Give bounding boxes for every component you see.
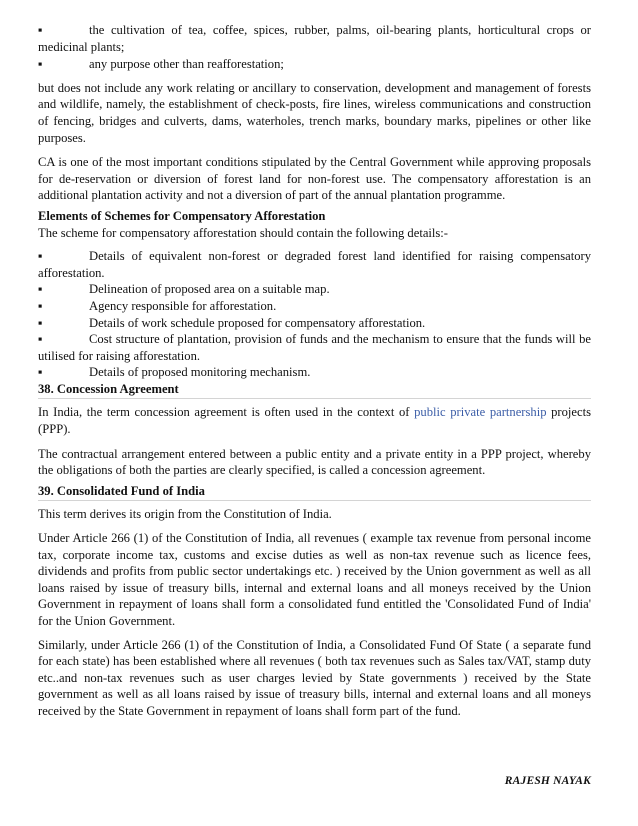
section-title: 39. Consolidated Fund of India [38,483,591,502]
list-item [38,22,591,55]
paragraph [38,404,591,437]
ppp-link[interactable]: public private partnership [414,405,547,420]
list-item [38,56,591,73]
list-item-text: Delineation of proposed area on a suitable map. [89,282,330,297]
list-item [38,248,591,281]
list-item-text: Details of work schedule proposed for compensatory afforestation. [89,315,426,330]
bullet-icon: ▪ [38,57,43,72]
bullet-icon: ▪ [38,315,43,330]
paragraph: Under Article 266 (1) of the Constitution of India, all revenues ( example tax revenue from personal income tax, corporate income tax, customs and excise duties as well as non-tax revenue such as licence fees, dividends and profits from public sector undertakings etc. ) received by the Union government as well as all loans raised by issue of treasury bills, internal and external loans and all moneys received by the Union Government in repayment of loans shall form a consolidated fund entitled the 'Consolidated Fund of India' for the Union Government. [38,531,591,628]
bullet-icon: ▪ [38,249,43,264]
paragraph: The scheme for compensatory afforestation should contain the following details:- [38,225,448,240]
list-item [38,298,591,315]
paragraph: Similarly, under Article 266 (1) of the Constitution of India, a Consolidated Fund Of State ( a separate fund for each state) has been established where all revenues ( both tax revenues such as Sales tax/VAT, stamp duty etc..and non-tax revenues such as user charges levied by State governments ) received by the State government as well as all loans raised by issue of treasury bills, internal and external loans and all moneys received by the State Government in repayment of loans shall form part of the fund. [38,637,591,718]
bullet-icon: ▪ [38,365,43,380]
bullet-icon: ▪ [38,23,43,37]
list-item-text: Agency responsible for afforestation. [89,298,277,313]
bullet-icon: ▪ [38,282,43,297]
document-page [38,22,591,720]
section-title: 38. Concession Agreement [38,381,591,400]
list-item [38,315,591,332]
paragraph: This term derives its origin from the Constitution of India. [38,507,332,522]
bullet-icon: ▪ [38,298,43,313]
list-item-text: Cost structure of plantation, provision of funds and the mechanism to ensure that the funds will be utilised for raising afforestation. [38,332,591,363]
list-item [38,281,591,298]
list-item [38,331,591,364]
list-item [38,364,591,381]
list-item-text: Details of equivalent non-forest or degraded forest land identified for raising compensatory afforestation. [38,249,591,280]
paragraph-text: projects (PPP). [38,405,592,437]
paragraph: CA is one of the most important conditions stipulated by the Central Government while approving proposals for de-reservation or diversion of forest land for non-forest use. The compensatory afforestation is an additional plantation activity and not a diversion of part of the annual plantation programme. [38,155,591,203]
paragraph-text: In India, the term concession agreement is often used in the context of [38,405,415,420]
author-footer: RAJESH NAYAK [504,775,591,787]
paragraph: but does not include any work relating or ancillary to conservation, development and management of forests and wildlife, namely, the establishment of check-posts, fire lines, wireless communications and construction of fencing, bridges and culverts, dams, waterholes, trench marks, boundary marks, pipelines or other like purposes. [38,80,591,145]
paragraph: The contractual arrangement entered between a public entity and a private entity in a PPP project, whereby the obligations of both the parties are clearly specified, is called a concession agreement. [38,446,591,478]
list-item-text: the cultivation of tea, coffee, spices, rubber, palms, oil-bearing plants, horticultural crops or medicinal plants; [38,23,591,54]
bullet-icon: ▪ [38,332,43,347]
list-item-text: any purpose other than reafforestation; [89,57,284,72]
section-heading: Elements of Schemes for Compensatory Afforestation [38,208,326,223]
list-item-text: Details of proposed monitoring mechanism. [89,365,311,380]
